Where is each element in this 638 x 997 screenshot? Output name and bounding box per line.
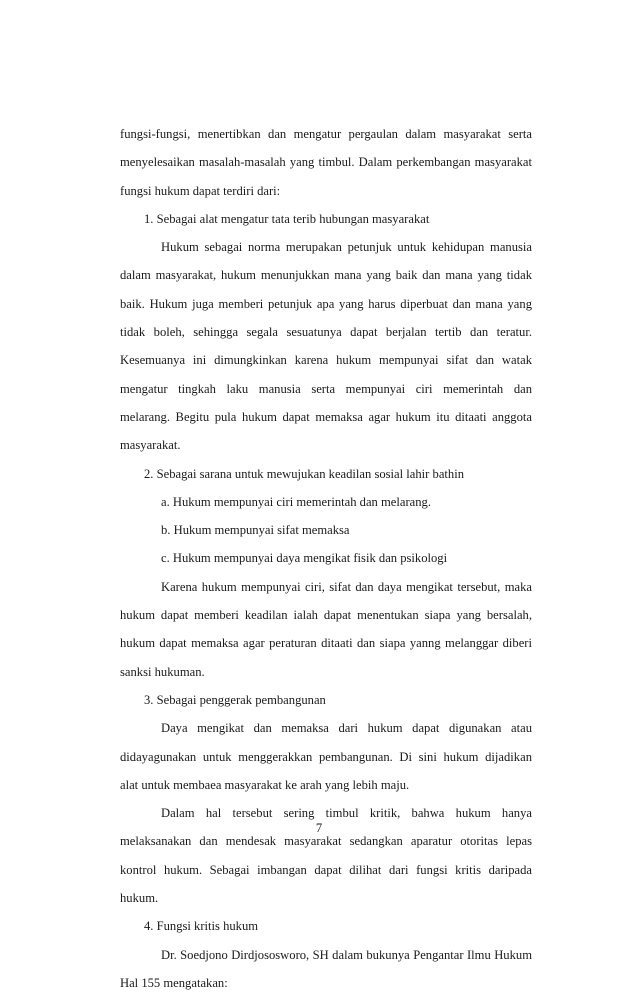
text-line: alat untuk membaea masyarakat ke arah yang lebih maju. [120,777,410,792]
text-line: melarang. Begitu pula hukum dapat memaksa agar hukum itu ditaati anggota [120,409,532,424]
text-line: masyarakat. [120,438,181,453]
page-number: 7 [315,821,323,835]
text-line: Hal 155 mengatakan: [120,975,228,990]
text-line: Dalam hal tersebut sering timbul kritik, bahwa hukum hanya [161,806,532,821]
text-line: Daya mengikat dan memaksa dari hukum dapat digunakan atau [161,721,532,736]
text-line: dalam masyarakat, hukum menunjukkan mana yang baik dan mana yang tidak [120,268,532,283]
text-line: 3. Sebagai penggerak pembangunan [144,692,326,707]
text-line: Dr. Soedjono Dirdjososworo, SH dalam bukunya Pengantar Ilmu Hukum [161,947,532,962]
text-line: hukum dapat memberi keadilan ialah dapat menentukan siapa yang bersalah, [120,608,532,623]
text-line: hukum dapat memaksa agar peraturan ditaati dan siapa yanng melanggar diberi [120,636,532,651]
text-line: c. Hukum mempunyai daya mengikat fisik dan psikologi [161,551,448,566]
text-line: 1. Sebagai alat mengatur tata terib hubungan masyarakat [144,211,430,226]
text-line: a. Hukum mempunyai ciri memerintah dan melarang. [161,494,431,509]
text-line: mengatur tingkah laku manusia serta mempunyai ciri memerintah dan [120,381,532,396]
text-line: didayagunakan untuk menggerakkan pembangunan. Di sini hukum dijadikan [120,749,532,764]
text-line: menyelesaikan masalah-masalah yang timbul. Dalam perkembangan masyarakat [120,155,532,170]
text-line: Hukum sebagai norma merupakan petunjuk untuk kehidupan manusia [161,240,532,255]
text-line: hukum. [120,891,159,906]
text-line: 4. Fungsi kritis hukum [144,919,259,934]
text-line: Kesemuanya ini dimungkinkan karena hukum mempunyai sifat dan watak [120,353,532,368]
text-line: baik. Hukum juga memberi petunjuk apa yang harus diperbuat dan mana yang [120,296,532,311]
text-line: tidak boleh, sehingga segala sesuatunya dapat berjalan tertib dan teratur. [120,325,532,340]
text-line: kontrol hukum. Sebagai imbangan dapat dilihat dari fungsi kritis daripada [120,862,532,877]
text-line: 2. Sebagai sarana untuk mewujukan keadilan sosial lahir bathin [144,466,465,481]
text-line: fungsi hukum dapat terdiri dari: [120,183,281,198]
text-line: Karena hukum mempunyai ciri, sifat dan daya mengikat tersebut, maka [161,579,532,594]
text-line: melaksanakan dan mendesak masyarakat sedangkan aparatur otoritas lepas [120,834,532,849]
text-line: sanksi hukuman. [120,664,205,679]
text-line: b. Hukum mempunyai sifat memaksa [161,523,350,538]
text-line: fungsi-fungsi, menertibkan dan mengatur pergaulan dalam masyarakat serta [120,127,532,141]
body-text [120,120,532,997]
